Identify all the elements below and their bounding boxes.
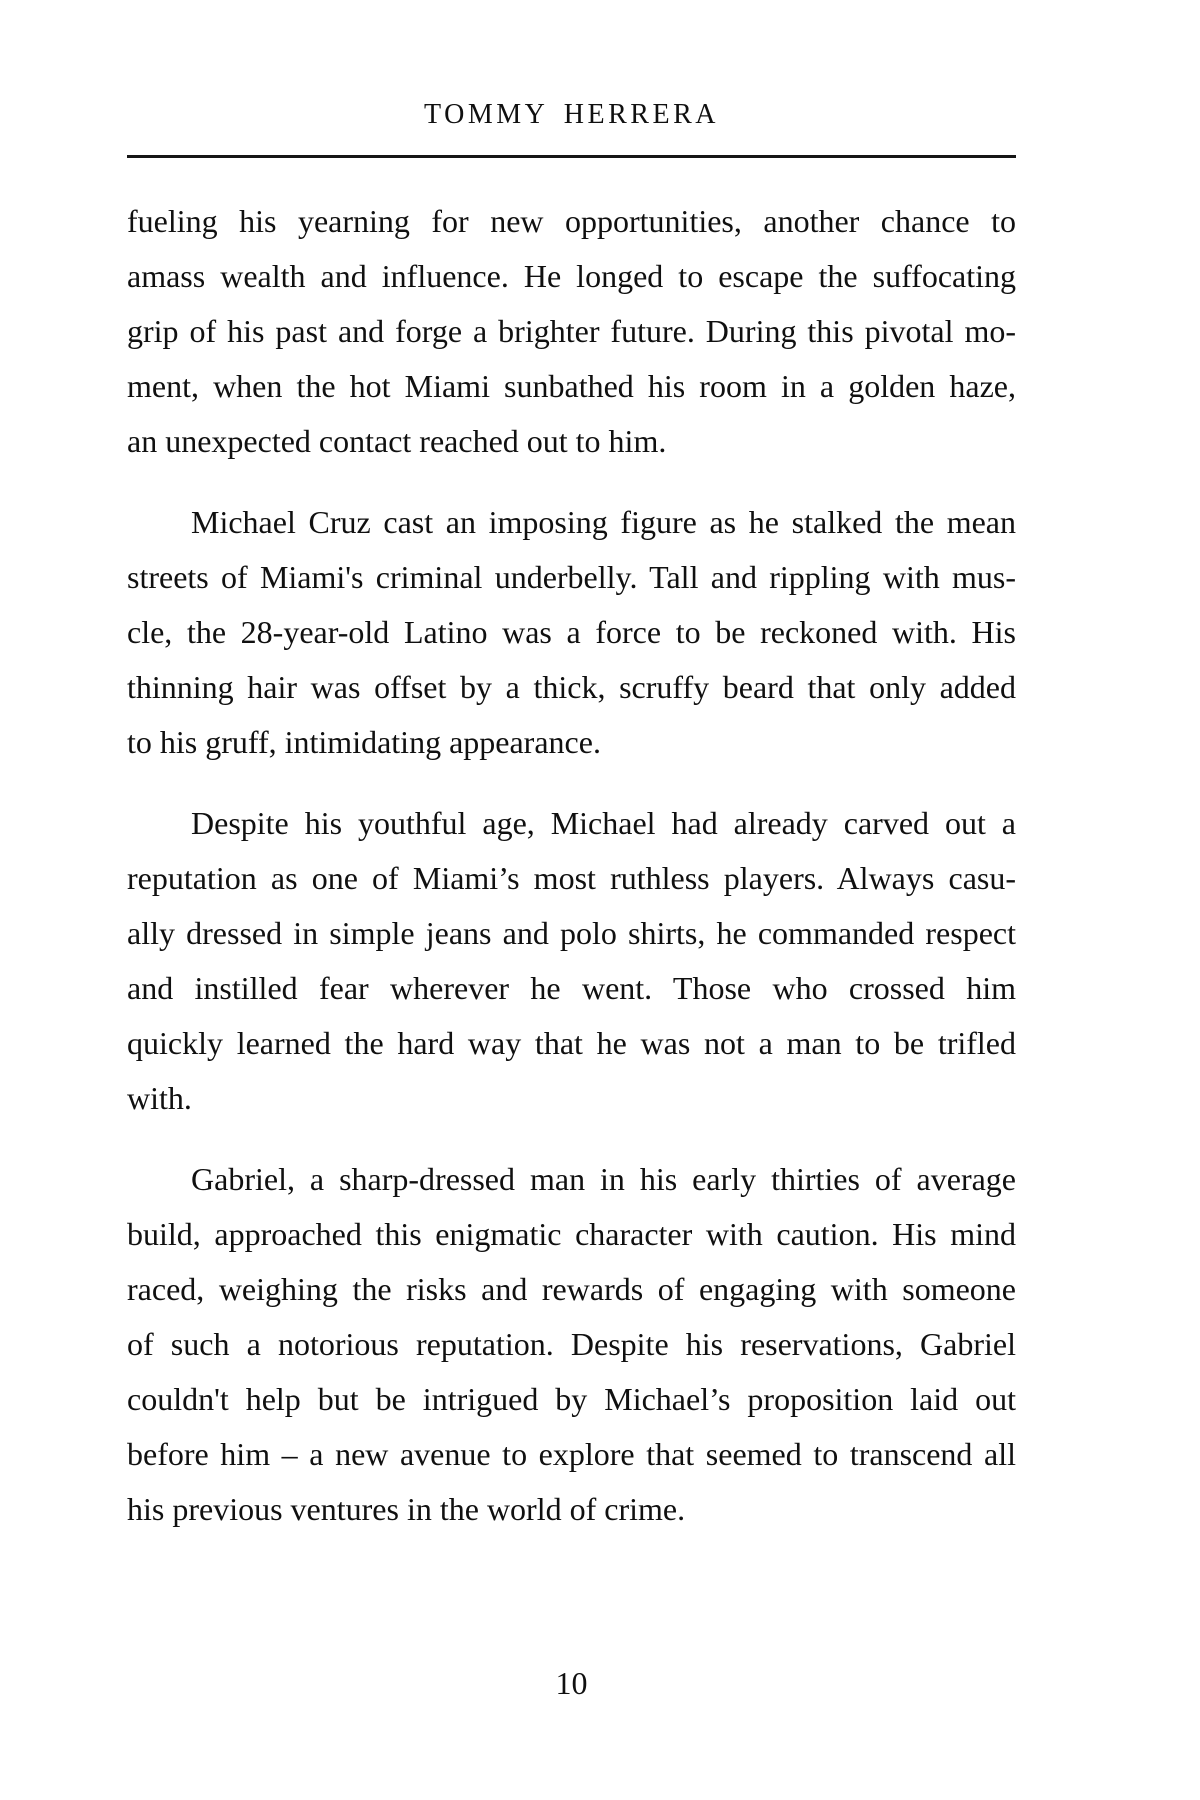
paragraph [127, 194, 1016, 469]
text-line: of such a notorious reputation. Despite his reservations, Gabriel [127, 1326, 1016, 1362]
text-line: Michael Cruz cast an imposing figure as he stalked the mean [191, 504, 1016, 540]
book-page [127, 0, 1016, 1800]
page-number: 10 [555, 1665, 588, 1701]
text-line: streets of Miami's criminal underbelly. Tall and rippling with mus- [127, 559, 1016, 595]
text-line: ment, when the hot Miami sunbathed his room in a golden haze, [127, 368, 1016, 404]
paragraph [127, 796, 1016, 1126]
text-line: couldn't help but be intrigued by Michael’s proposition laid out [127, 1381, 1016, 1417]
text-line: to his gruff, intimidating appearance. [127, 724, 601, 760]
text-line: his previous ventures in the world of crime. [127, 1491, 686, 1527]
text-line: fueling his yearning for new opportunities, another chance to [127, 203, 1016, 239]
text-line: cle, the 28-year-old Latino was a force to be reckoned with. His [127, 614, 1016, 650]
text-line: with. [127, 1080, 192, 1116]
text-line: grip of his past and forge a brighter future. During this pivotal mo- [127, 313, 1016, 349]
text-line: amass wealth and influence. He longed to escape the suffocating [127, 258, 1016, 294]
text-line: and instilled fear wherever he went. Those who crossed him [127, 970, 1016, 1006]
running-header-author: TOMMY HERRERA [424, 99, 719, 130]
paragraph [127, 495, 1016, 770]
text-line: ally dressed in simple jeans and polo shirts, he commanded respect [127, 915, 1016, 951]
page-body [127, 194, 1016, 1537]
header-rule [127, 155, 1016, 158]
text-line: an unexpected contact reached out to him. [127, 423, 667, 459]
text-line: Despite his youthful age, Michael had already carved out a [191, 805, 1016, 841]
text-line: build, approached this enigmatic character with caution. His mind [127, 1216, 1016, 1252]
text-line: quickly learned the hard way that he was not a man to be trifled [127, 1025, 1016, 1061]
text-line: reputation as one of Miami’s most ruthless players. Always casu- [127, 860, 1016, 896]
text-line: before him – a new avenue to explore that seemed to transcend all [127, 1436, 1016, 1472]
paragraph [127, 1152, 1016, 1537]
text-line: thinning hair was offset by a thick, scruffy beard that only added [127, 669, 1016, 705]
text-line: raced, weighing the risks and rewards of engaging with someone [127, 1271, 1016, 1307]
text-line: Gabriel, a sharp-dressed man in his early thirties of average [191, 1161, 1016, 1197]
